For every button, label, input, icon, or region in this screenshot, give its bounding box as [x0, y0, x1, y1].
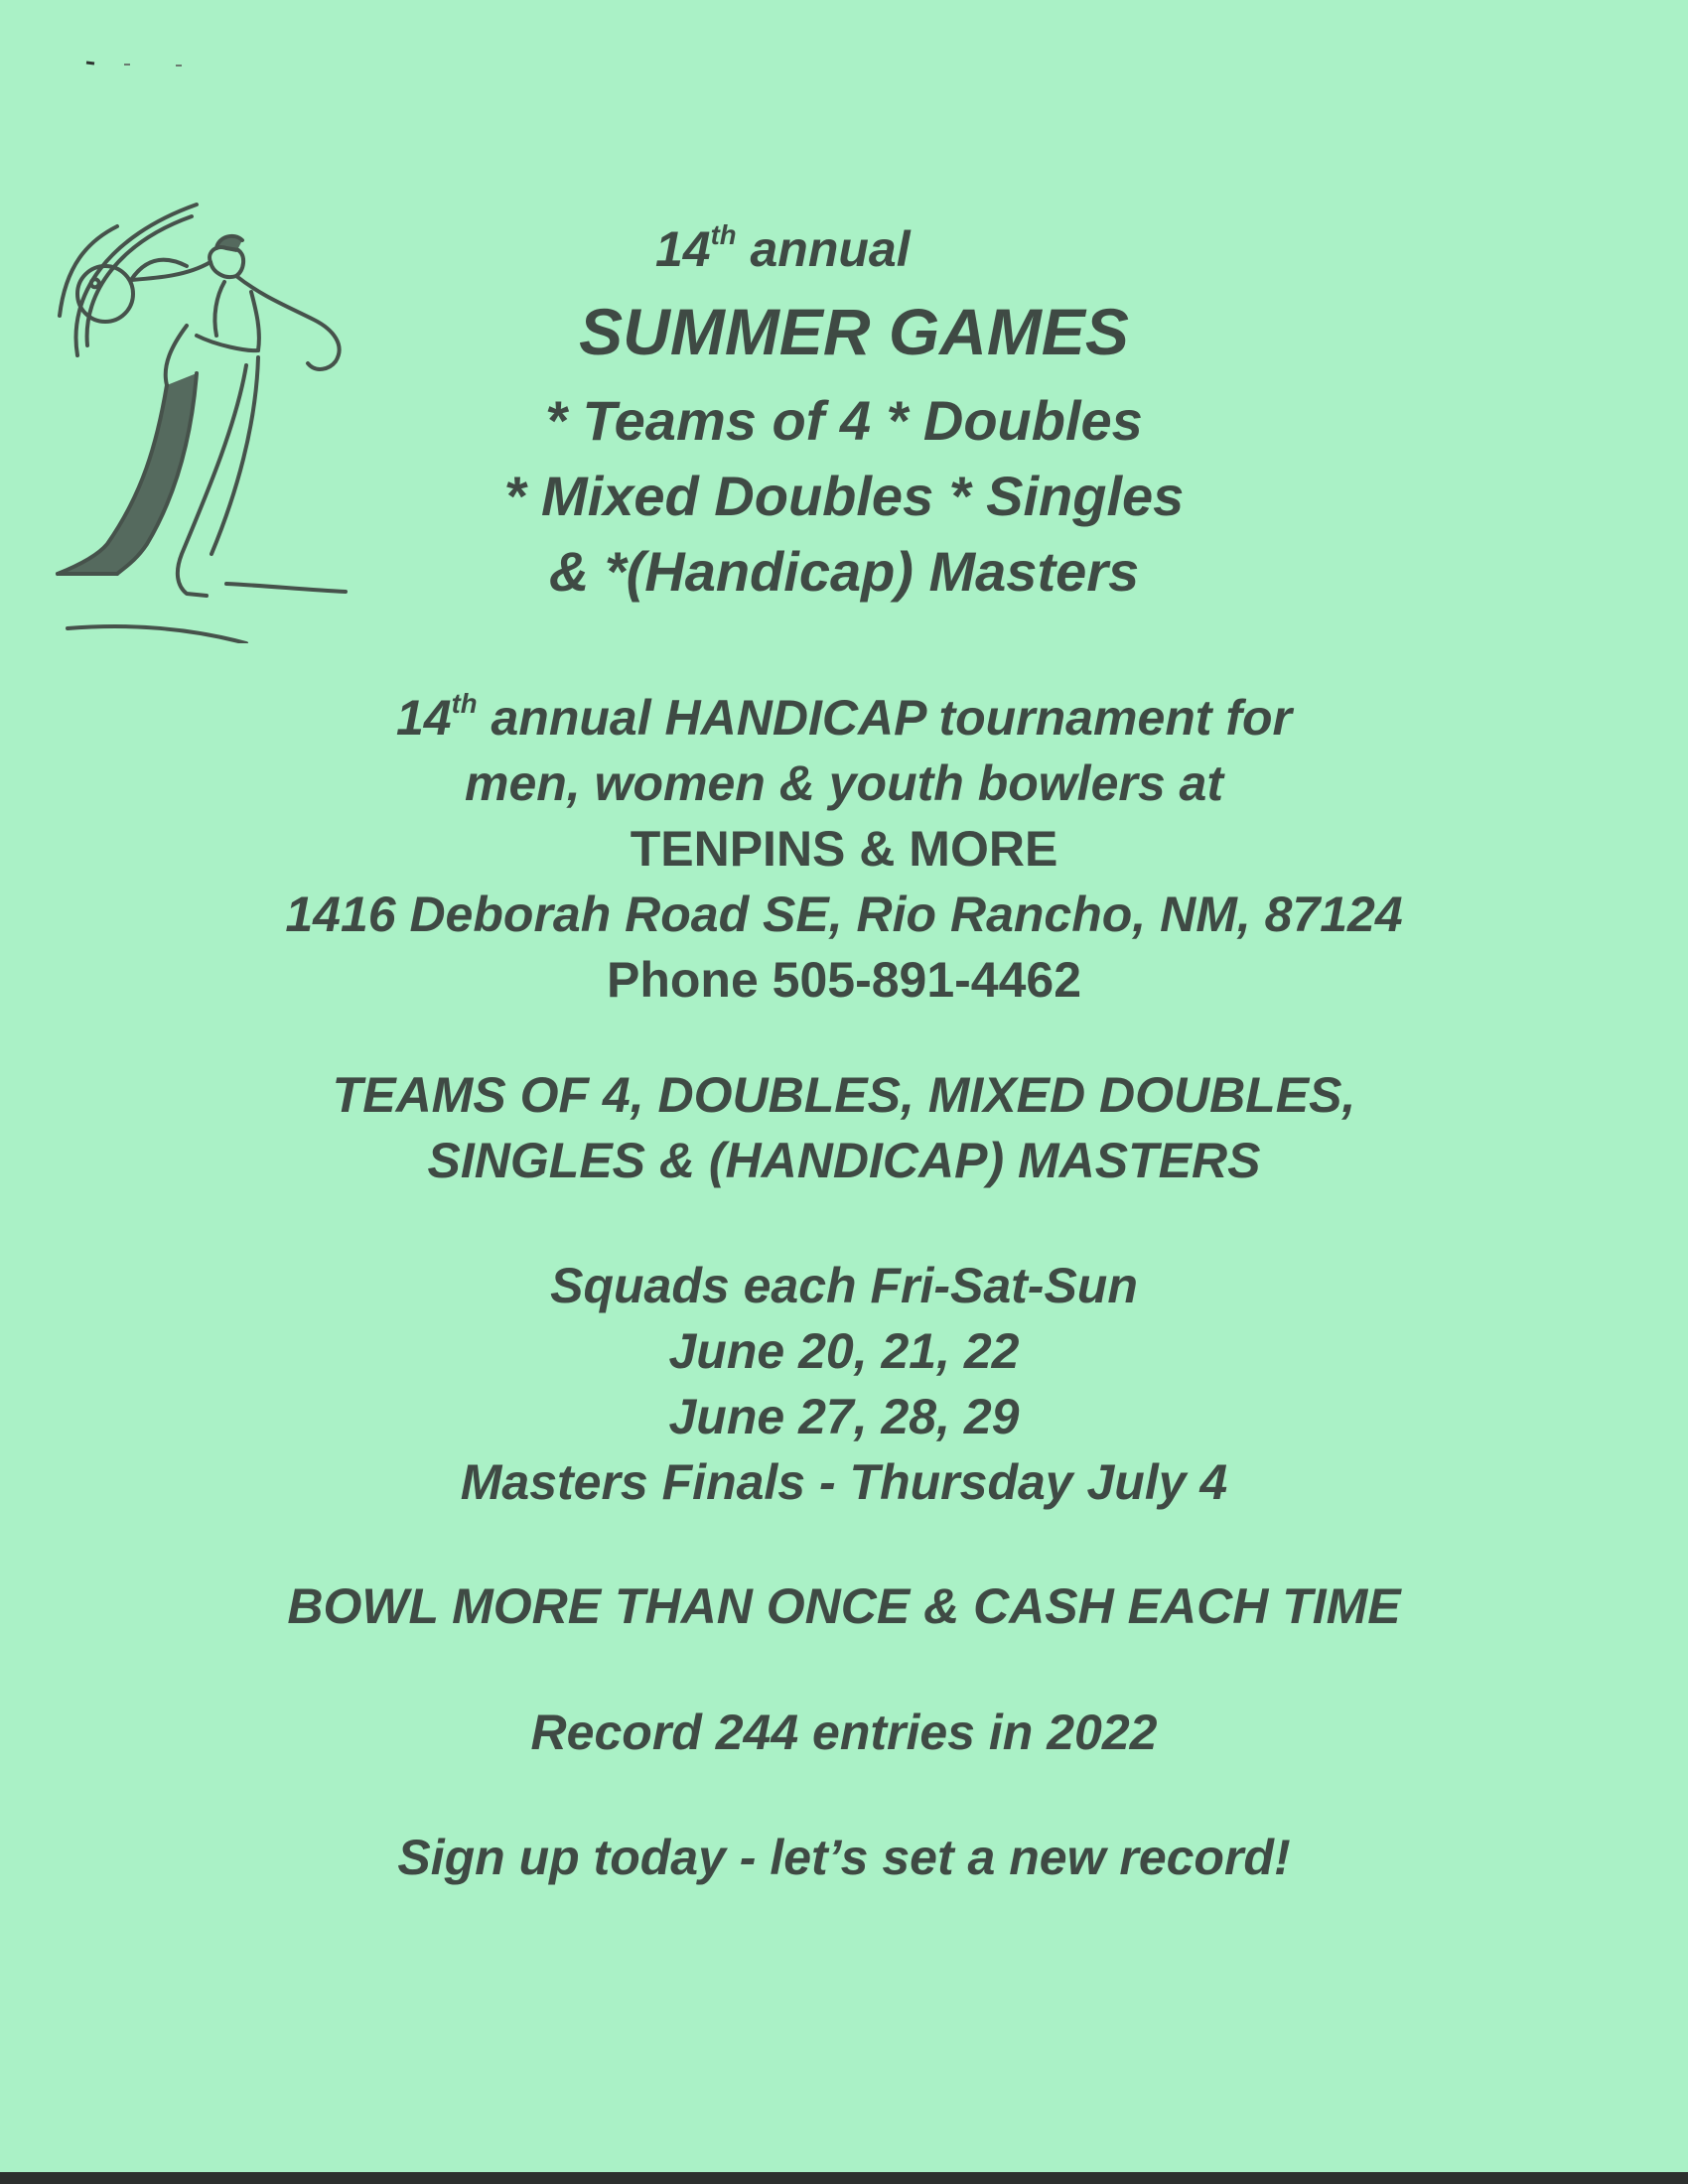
header-event-line: * Mixed Doubles * Singles — [503, 465, 1185, 527]
schedule-block — [0, 1253, 1688, 1515]
schedule-line: Masters Finals - Thursday July 4 — [460, 1454, 1228, 1510]
header-annual-word: annual — [750, 221, 911, 277]
categories-block — [0, 1062, 1688, 1193]
intro-annual-number: 14 — [396, 690, 452, 746]
intro-line-2: men, women & youth bowlers at — [465, 755, 1223, 811]
schedule-line: Squads each Fri-Sat-Sun — [550, 1258, 1138, 1313]
venue-address: 1416 Deborah Road SE, Rio Rancho, NM, 87124 — [285, 887, 1403, 942]
categories-line: TEAMS OF 4, DOUBLES, MIXED DOUBLES, — [332, 1067, 1356, 1123]
record-line: Record 244 entries in 2022 — [530, 1705, 1158, 1760]
venue-phone: Phone 505-891-4462 — [606, 952, 1082, 1008]
intro-line-1-rest: annual HANDICAP tournament for — [491, 690, 1292, 746]
header-annual-suffix: th — [710, 219, 737, 250]
header-annual-line — [655, 220, 1053, 278]
header-event-line: * Teams of 4 * Doubles — [545, 389, 1143, 452]
schedule-line: June 20, 21, 22 — [668, 1323, 1020, 1379]
scan-speck — [84, 60, 184, 68]
venue-name: TENPINS & MORE — [630, 821, 1058, 877]
header-annual-number: 14 — [655, 221, 711, 277]
bowler-illustration-icon — [48, 197, 385, 643]
schedule-line: June 27, 28, 29 — [668, 1389, 1020, 1444]
intro-annual-suffix: th — [451, 688, 478, 719]
bowl-more-line: BOWL MORE THAN ONCE & CASH EACH TIME — [287, 1578, 1401, 1634]
signup-line: Sign up today - let’s set a new record! — [397, 1830, 1291, 1885]
page-title: SUMMER GAMES — [579, 295, 1129, 368]
intro-line-1 — [0, 685, 1688, 751]
header-event-line: & *(Handicap) Masters — [548, 540, 1140, 603]
header-events — [417, 383, 1271, 610]
page-bottom-edge — [0, 2172, 1688, 2184]
categories-line: SINGLES & (HANDICAP) MASTERS — [427, 1133, 1261, 1188]
intro-block — [0, 685, 1688, 1013]
